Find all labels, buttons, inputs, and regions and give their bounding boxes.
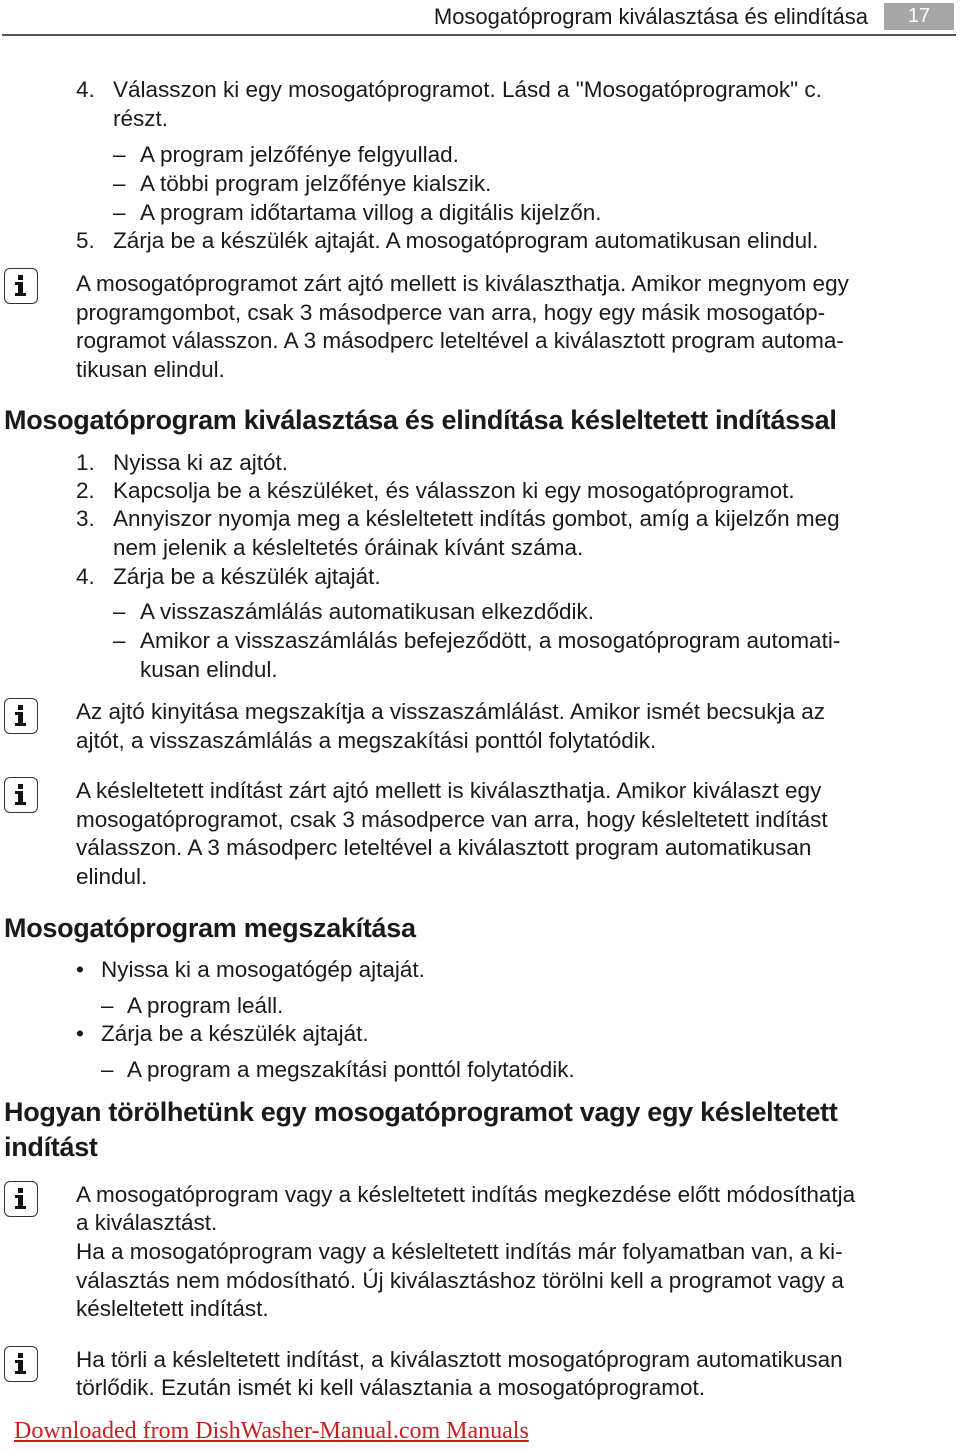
info-icon <box>4 777 38 813</box>
note-text: A mosogatóprogram vagy a késleltetett indítás megkezdése előtt módosíthatja <box>76 1182 856 1207</box>
sub-item-text: A program leáll. <box>127 993 284 1018</box>
step-number: 2. <box>76 478 95 503</box>
sub-item-text: A többi program jelzőfénye kialszik. <box>140 171 492 196</box>
section-heading: indítást <box>4 1132 98 1162</box>
step-number: 1. <box>76 450 95 475</box>
section-heading: Mosogatóprogram megszakítása <box>4 913 416 943</box>
step-number: 3. <box>76 506 95 531</box>
bullet: • <box>76 1021 84 1046</box>
sub-item-text: A program a megszakítási ponttól folytatódik. <box>127 1057 575 1082</box>
section-heading: Mosogatóprogram kiválasztása és elindítása késleltetett indítással <box>4 405 837 435</box>
note-text: késleltetett indítást. <box>76 1296 269 1321</box>
sub-item-text: A program jelzőfénye felgyullad. <box>140 142 459 167</box>
note-text: Ha törli a késleltetett indítást, a kiválasztott mosogatóprogram automatikusan <box>76 1347 843 1372</box>
step-number: 5. <box>76 228 95 253</box>
step-text: Nyissa ki az ajtót. <box>113 450 289 475</box>
note-text: ajtót, a visszaszámlálás a megszakítási ponttól folytatódik. <box>76 728 657 753</box>
step-text: Válasszon ki egy mosogatóprogramot. Lásd a "Mosogatóprogramok" c. <box>113 77 822 102</box>
sub-item-text: A program időtartama villog a digitális kijelzőn. <box>140 200 602 225</box>
note-text: rogramot válasszon. A 3 másodperc leteltével a kiválasztott program automa- <box>76 328 844 353</box>
info-icon <box>4 1181 38 1217</box>
dash: – <box>113 599 126 624</box>
bullet-text: Zárja be a készülék ajtaját. <box>101 1021 369 1046</box>
dash: – <box>101 1057 114 1082</box>
bullet: • <box>76 957 84 982</box>
header-rule <box>2 34 956 36</box>
sub-item-text: Amikor a visszaszámlálás befejeződött, a mosogatóprogram automati- <box>140 628 841 653</box>
note-text: tikusan elindul. <box>76 357 225 382</box>
download-source-link[interactable]: Downloaded from DishWasher-Manual.com Manuals <box>14 1418 529 1444</box>
header-title: Mosogatóprogram kiválasztása és elindítása <box>433 4 868 29</box>
step-text: Zárja be a készülék ajtaját. A mosogatóprogram automatikusan elindul. <box>113 228 819 253</box>
sub-item-text: kusan elindul. <box>140 657 278 682</box>
dash: – <box>101 993 114 1018</box>
info-icon <box>4 1346 38 1382</box>
note-text: A késleltetett indítást zárt ajtó mellett is kiválaszthatja. Amikor kiválaszt egy <box>76 778 822 803</box>
note-text: válasszon. A 3 másodperc leteltével a kiválasztott program automatikusan <box>76 835 812 860</box>
dash: – <box>113 142 126 167</box>
note-text: programgombot, csak 3 másodperce van arra, hogy egy másik mosogatóp- <box>76 300 826 325</box>
step-text: nem jelenik a késleltetés óráinak kívánt száma. <box>113 535 584 560</box>
sub-item-text: A visszaszámlálás automatikusan elkezdődik. <box>140 599 594 624</box>
note-text: A mosogatóprogramot zárt ajtó mellett is kiválaszthatja. Amikor megnyom egy <box>76 271 849 296</box>
bullet-text: Nyissa ki a mosogatógép ajtaját. <box>101 957 425 982</box>
note-text: Ha a mosogatóprogram vagy a késleltetett indítás már folyamatban van, a ki- <box>76 1239 843 1264</box>
note-text: elindul. <box>76 864 148 889</box>
step-text: részt. <box>113 106 169 131</box>
dash: – <box>113 171 126 196</box>
info-icon <box>4 698 38 734</box>
step-number: 4. <box>76 77 95 102</box>
step-text: Annyiszor nyomja meg a késleltetett indítás gombot, amíg a kijelzőn meg <box>113 506 840 531</box>
dash: – <box>113 200 126 225</box>
step-number: 4. <box>76 564 95 589</box>
info-icon <box>4 268 38 304</box>
section-heading: Hogyan törölhetünk egy mosogatóprogramot vagy egy késleltetett <box>4 1097 838 1127</box>
step-text: Zárja be a készülék ajtaját. <box>113 564 381 589</box>
dash: – <box>113 628 126 653</box>
step-text: Kapcsolja be a készüléket, és válasszon ki egy mosogatóprogramot. <box>113 478 795 503</box>
page-number: 17 <box>884 3 954 30</box>
note-text: választás nem módosítható. Új kiválasztáshoz törölni kell a programot vagy a <box>76 1268 844 1293</box>
note-text: mosogatóprogramot, csak 3 másodperce van arra, hogy késleltetett indítást <box>76 807 828 832</box>
note-text: törlődik. Ezután ismét ki kell választania a mosogatóprogramot. <box>76 1375 706 1400</box>
note-text: Az ajtó kinyitása megszakítja a visszaszámlálást. Amikor ismét becsukja az <box>76 699 826 724</box>
note-text: a kiválasztást. <box>76 1210 218 1235</box>
